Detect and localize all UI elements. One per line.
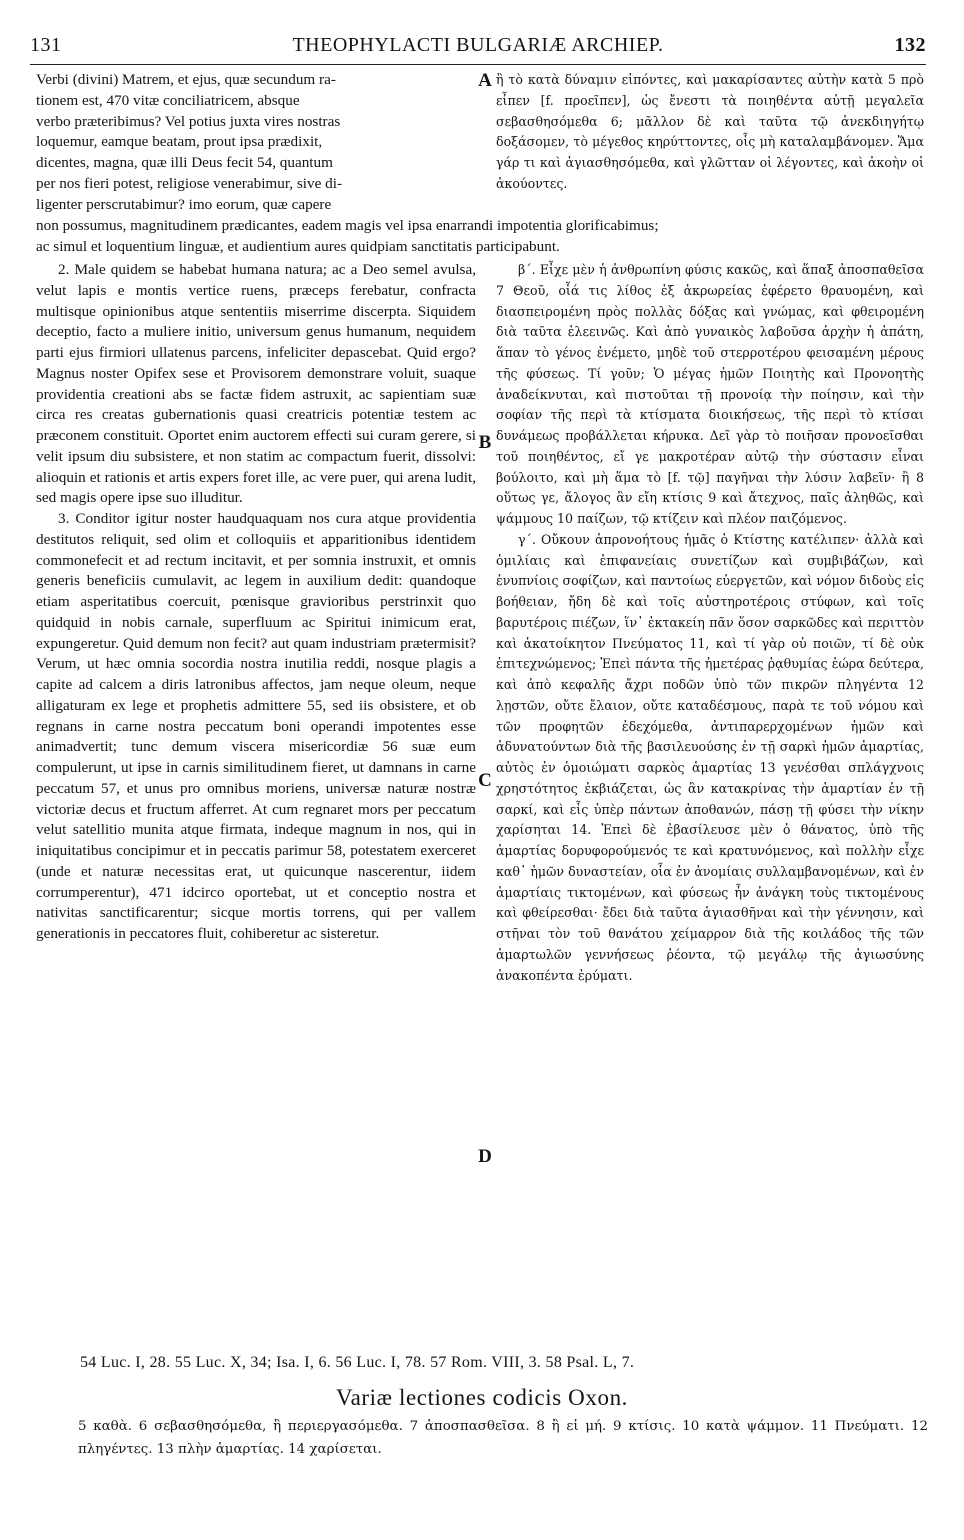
latin-line: per nos fieri potest, religiose venerabimur, sive di- <box>36 174 343 192</box>
latin-paragraph-3: 3. Conditor igitur noster haudquaquam nos cura atque providentia destitutos reliquit, sed olim et colloquiis et apparitionibus identidem commonefecit et ad rectum incitavit, et per somnia instruxit, et omnis generis beneficiis cumulavit, ac legem in auxilium dedit: quandoque etiam asperitatibus coercuit, pœnisque gravioribus perstrinxit quo quidquid in nobis carnale, superfluum ac Spiritui inimicum erat, expungeretur. Quid demum non fecit? aut quam industriam prætermisit? Verum, ut hæc omnia socordia nostra inutilia reddi, nosque plagis a capite ad calcem a diris latronibus affectos, jam neque oleum, neque alligaturam ex lege et prophetis admittere 55, sed iis obsistere, et ob regnans in carne nostra peccatum boni operandi impotentes esse animadvertit; tunc demum viscera misericordiæ 56 suæ eum compulerunt, ut ipse in carnis similitudinem fieret, ut damnans in carne peccatum 57, et unus pro omnibus moriens, universæ naturæ nostræ victoriæ decus et fructum afferret. At cum regnaret mors per peccatum velut satellitio munita atque firmata, indeque magnum in nos, qui in iniquitatibus concipimur et in peccatis parimur 58, potestatem exerceret (unde et naturæ necessitas erat, ut quicunque nascerentur, iidem corrumperentur), 471 idcirco oportebat, ut et conceptio nostra et nativitas sanctificarentur; sicque mortis torrens, qui per vallem generationis in peccatores fluit, cohiberetur ac sisteretur. <box>36 510 476 942</box>
running-head <box>30 34 926 60</box>
latin-paragraph-2: 2. Male quidem se habebat humana natura; ac a Deo semel avulsa, velut lapis e montis vertice ruens, præceps ferebatur, confracta multisque opinionibus atque sententiis miserrime discerpta. Siquidem deceptio, facto a muliere initio, universum genus humanum, nequidem parti ejus firmiori ullatenus parcens, infeliciter depascebat. Quid ergo? Magnus noster Opifex sese et Provisorem demonstrare voluit, suaque providentia creationi abs se factæ fidem astruxit, ac sapientiam suæ circa res creatas gubernationis quasi creatricis potentiæ testem ac præconem constituit. Oportet enim auctorem effecti sui curam gerere, si velit ipsum diu subsistere, et non statim ac compactum fuerit, dissolvi: alioquin et rationis et artis expers foret ille, ac vere puer, qui arena ludit, sed magis opere ipse suo illuditur. <box>36 261 476 507</box>
latin-column-top <box>36 70 476 215</box>
latin-line: loquemur, eamque beatam, prout ipsa prædixit, <box>36 133 323 151</box>
latin-line: tionem est, 470 vitæ conciliatricem, absque <box>36 91 300 109</box>
scripture-footnotes: 54 Luc. I, 28. 55 Luc. X, 34; Isa. I, 6. 56 Luc. I, 78. 57 Rom. VIII, 3. 58 Psal. L, 7. <box>80 1354 635 1371</box>
greek-column-top <box>496 70 924 195</box>
header-rule <box>30 64 926 65</box>
page-number-left: 131 <box>30 34 62 56</box>
greek-paragraph-1: ἢ τὸ κατὰ δύναμιν εἰπόντες, καὶ μακαρίσαντες αὐτὴν κατὰ 5 πρὸ εἶπεν [f. προεῖπεν], ὡς ἔνεστι τὰ ποιηθέντα αὐτῇ μεγαλεῖα σεβασθησόμεθα 6; μᾶλλον δὲ καὶ ταῦτα τῷ ἀνεκδιηγήτῳ δοξάσομεν, τὸ μέγεθος κηρύττοντες, οἷς μὴ καταλαμβάνομεν. Ἅμα γάρ τι καὶ ἁγιασθησόμεθα, καὶ γλῶτταν οἱ λέγοντες, καὶ ἀκοὴν οἱ ἀκούοντες. <box>496 72 924 191</box>
page-title: THEOPHYLACTI BULGARIÆ ARCHIEP. <box>292 34 664 56</box>
greek-paragraph-2: β΄. Εἶχε μὲν ἡ ἀνθρωπίνη φύσις κακῶς, καὶ ἅπαξ ἀποσπαθεῖσα 7 Θεοῦ, οἷά τις λίθος ἐξ ἀκρωρείας ἐφέρετο θραυομένη, καὶ διασπειρομένη πρὸς πολλὰς δόξας καὶ γνώμας, καὶ φθειρομένη διὰ ταῦτα ἐλεεινῶς. Καὶ ἀπὸ γυναικὸς λαβοῦσα ἀρχὴν ἡ ἀπάτη, ἅπαν τὸ γένος ἐνέμετο, μηδὲ τοῦ στερροτέρου φεισαμένη μέρους τῆς φύσεως. Τί γοῦν; Ὁ μέγας ἡμῶν Ποιητὴς καὶ Προνοητὴς ἀναδείκνυται, καὶ πιστοῦται τῇ προνοίᾳ τὴν ποίησιν, καὶ τὴν σοφίαν τῆς περὶ τὰ κτίσματα διοικήσεως, τῆς περὶ τὸ κτίσαι δυνάμεως προβάλλεται κήρυκα. Δεῖ γὰρ τὸ ποιῆσαν προνοεῖσθαι τοῦ ποιηθέντος, εἴ γε μακροτέραν αὐτῷ τὴν σύστασιν εἶναι βούλοιτο, καὶ μὴ ἅμα τὸ [f. τῷ] παγῆναι τὴν λύσιν λαβεῖν· ἢ 8 οὕτως γε, ἄλογος ἂν εἴη κτίσις 9 καὶ ἄτεχνος, παῖς ἀληθῶς, καὶ ψάμμους 10 παίζων, τῷ κτίζειν καὶ πλέον παιζόμενος. <box>496 262 924 526</box>
variants-heading: Variæ lectiones codicis Oxon. <box>335 1385 629 1410</box>
greek-paragraph-3: γ΄. Οὔκουν ἀπρονοήτους ἡμᾶς ὁ Κτίστης κατέλιπεν· ἀλλὰ καὶ ὁμιλίαις καὶ ἐπιφανείαις συνετίζων καὶ συμβιβάζων, καὶ ἐνυπνίοις σοφίζων, καὶ παντοίως εὐεργετῶν, καὶ νόμον διδοὺς εἰς βοήθειαν, ἤδη δὲ καὶ τοῖς αὐστηροτέροις στύφων, καὶ τοῖς βαρυτέροις πιέζων, ἵν᾽ ἐκτακείη πᾶν ὅσον σαρκῶδες καὶ περιττὸν καὶ ἀκατοίκητον Πνεύματος 11, καὶ τί γὰρ οὐ ποιῶν, τί δὲ οὐκ ἐπιτεχνώμενος; Ἐπεὶ πάντα τῆς ἡμετέρας ῥᾳθυμίας ἑώρα δεύτερα, καὶ ἀπὸ κεφαλῆς ἄχρι ποδῶν ὑπὸ τῶν πικρῶν πληγέντα 12 λῃστῶν, οὔτε ἔλαιον, οὔτε καταδέσμους, παρὰ τε τοῦ νόμου καὶ τῶν προφητῶν ἐδεχόμεθα, ἀντιπαρερχομένων ἡμῶν καὶ ἀδυνατούντων διὰ τῆς βασιλευούσης ἐν τῇ σαρκὶ ἡμῶν ἁμαρτίας, αὐτὸς ἐν ὁμοιώματι σαρκὸς ἁμαρτίας 13 γενέσθαι σπλάγχνοις χρηστότητος ἐκβιάζεται, ὡς ἂν κατακρίνας τὴν ἁμαρτίαν ἐν τῇ σαρκί, καὶ εἷς ὑπὲρ πάντων ἀποθανών, πάσῃ τῇ φύσει τὴν νίκην χαρίσηται 14. Ἐπεὶ δὲ ἐβασίλευσε μὲν ὁ θάνατος, ὑπὸ τῆς ἁμαρτίας δορυφορούμενός τε καὶ κρατυνόμενος, καὶ πολλὴν εἶχε καθ᾽ ἡμῶν δυναστείαν, οἷα ἐν ἀνομίαις συλλαμβανομένων, καὶ ἐν ἁμαρτίαις τικτομένων, καὶ φύσεως ἦν ἀνάγκη τοὺς τικτομένους καὶ φθείρεσθαι· ἔδει διὰ ταῦτα ἁγιασθῆναι καὶ τὴν γέννησιν, καὶ στῆναι τὸν τοῦ θανάτου χείμαρρον διὰ τῆς κοιλάδος τῆς τῶν ἁμαρτωλῶν γεννήσεως ῥέοντα, τῷ μεγάλῳ τῆς ἁγιωσύνης ἀνακοπέντα ἐρύματι. <box>496 531 924 983</box>
variant-readings: 5 καθὰ. 6 σεβασθησόμεθα, ἢ περιεργασόμεθα. 7 ἀποσπασθεῖσα. 8 ἢ εἰ μή. 9 κτίσις. 10 κατὰ ψάμμον. 11 Πνεύματι. 12 πληγέντες. 13 πλὴν ἁμαρτίας. 14 χαρίσεται. <box>78 1419 928 1457</box>
latin-line: verbo præteribimus? Vel potius juxta vires nostras <box>36 112 341 130</box>
latin-line: ligenter perscrutabimur? imo eorum, quæ capere <box>36 195 332 213</box>
full-width-text <box>36 216 924 258</box>
section-mark-a: A <box>478 70 492 91</box>
greek-column-main <box>496 260 924 986</box>
latin-line: Verbi (divini) Matrem, et ejus, quæ secundum ra- <box>36 71 336 88</box>
page-number-right: 132 <box>894 34 926 56</box>
latin-line: dicentes, magna, quæ illi Deus fecit 54, quantum <box>36 154 333 171</box>
section-mark-b: B <box>478 432 492 453</box>
section-mark-d: D <box>478 1146 492 1167</box>
full-width-line: non possumus, magnitudinem prædicantes, eadem magis vel ipsa enarrandi impotentia glorificabimus; <box>36 217 659 234</box>
full-width-line: ac simul et loquentium linguæ, et audientium aures quidpiam sanctitatis participabunt. <box>36 237 560 255</box>
latin-column-main <box>36 260 476 945</box>
section-mark-c: C <box>478 770 492 791</box>
